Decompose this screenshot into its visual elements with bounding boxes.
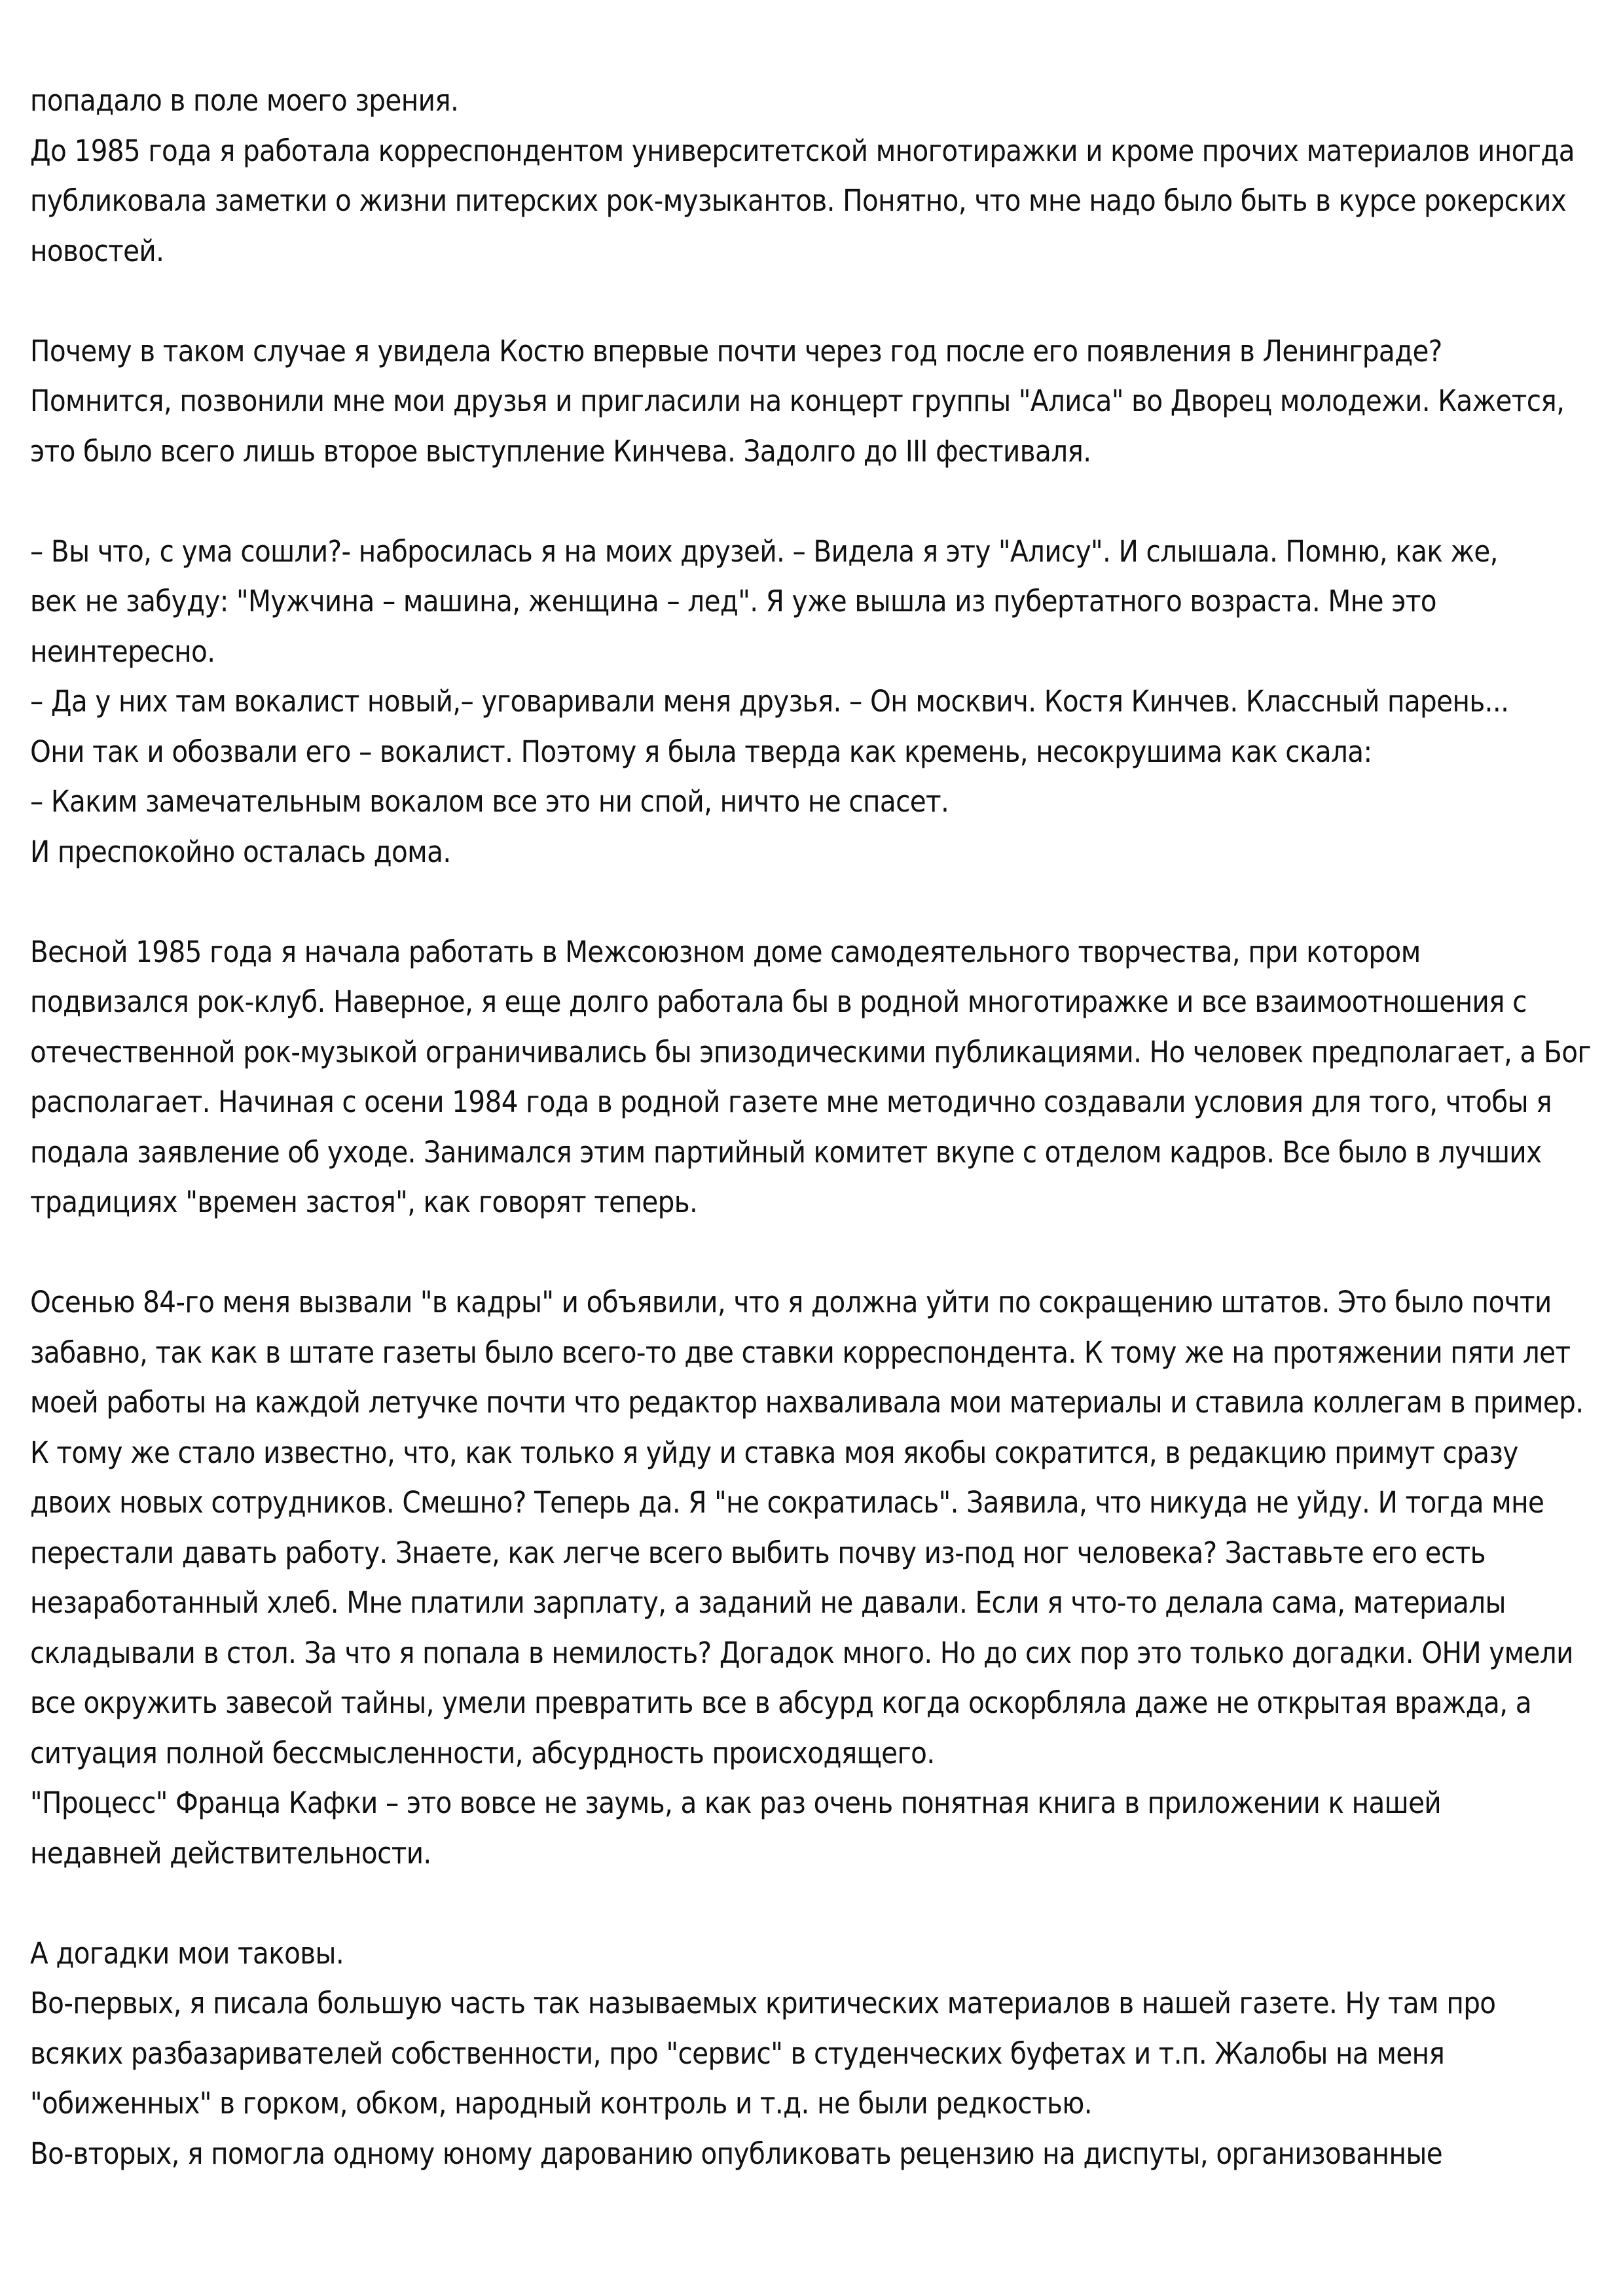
paragraph-gap	[30, 877, 1595, 927]
text-line: всяких разбазаривателей собственности, про "сервис" в студенческих буфетах и т.п. Жалобы на меня	[30, 2036, 1445, 2071]
paragraph-gap	[30, 1228, 1595, 1278]
text-line: – Вы что, с ума сошли?- набросилась я на моих друзей. – Видела я эту "Алису". И слышала. Помню, как же,	[30, 533, 1498, 569]
text-line: До 1985 года я работала корреспондентом университетской многотиражки и кроме прочих материалов иногда	[30, 133, 1575, 168]
text-line: все окружить завесой тайны, умели превратить все в абсурд когда оскорбляла даже не открытая вражда, а	[30, 1685, 1531, 1720]
text-line: Весной 1985 года я начала работать в Межсоюзном доме самодеятельного творчества, при котором	[30, 934, 1421, 969]
text-line: забавно, так как в штате газеты было всего-то две ставки корреспондента. К тому же на протяжении пяти лет	[30, 1335, 1571, 1370]
paragraph-gap	[30, 476, 1595, 527]
text-line: Они так и обозвали его – вокалист. Поэтому я была тверда как кремень, несокрушима как скала:	[30, 734, 1372, 769]
paragraph-gap	[30, 1878, 1595, 1929]
text-line: Во-вторых, я помогла одному юному дарованию опубликовать рецензию на диспуты, организованные	[30, 2136, 1443, 2171]
text-line: – Каким замечательным вокалом все это ни спой, ничто не спасет.	[30, 784, 949, 819]
text-line: подвизался рок-клуб. Наверное, я еще долго работала бы в родной многотиражке и все взаимоотношения с	[30, 984, 1527, 1019]
paragraph-gap	[30, 276, 1595, 327]
text-line: – Да у них там вокалист новый,– уговаривали меня друзья. – Он москвич. Костя Кинчев. Классный парень...	[30, 684, 1509, 719]
text-line: И преспокойно осталась дома.	[30, 834, 451, 869]
text-line: А догадки мои таковы.	[30, 1935, 344, 1971]
text-line: перестали давать работу. Знаете, как легче всего выбить почву из-под ног человека? Заставьте его есть	[30, 1535, 1486, 1570]
text-line: ситуация полной бессмысленности, абсурдность происходящего.	[30, 1735, 935, 1770]
text-line: двоих новых сотрудников. Смешно? Теперь да. Я "не сократилась". Заявила, что никуда не уйду. И тогда мне	[30, 1485, 1544, 1520]
text-line: отечественной рок-музыкой ограничивались бы эпизодическими публикациями. Но человек предполагает, а Бог	[30, 1034, 1592, 1069]
text-line: незаработанный хлеб. Мне платили зарплату, а заданий не давали. Если я что-то делала сама, материалы	[30, 1585, 1506, 1620]
text-line: К тому же стало известно, что, как только я уйду и ставка моя якобы сократится, в редакцию примут сразу	[30, 1435, 1518, 1470]
text-line: недавней действительности.	[30, 1835, 431, 1871]
text-line: публиковала заметки о жизни питерских рок-музыкантов. Понятно, что мне надо было быть в курсе рокерских	[30, 183, 1567, 218]
text-line: располагает. Начиная с осени 1984 года в родной газете мне методично создавали условия для того, чтобы я	[30, 1085, 1552, 1119]
text-line: "обиженных" в горком, обком, народный контроль и т.д. не были редкостью.	[30, 2086, 1092, 2121]
document-page	[30, 76, 1595, 2179]
text-line: попадало в поле моего зрения.	[30, 83, 459, 118]
text-line: Почему в таком случае я увидела Костю впервые почти через год после его появления в Ленинграде?	[30, 333, 1442, 368]
text-line: это было всего лишь второе выступление Кинчева. Задолго до III фестиваля.	[30, 433, 1091, 469]
text-line: моей работы на каждой летучке почти что редактор нахваливала мои материалы и ставила коллегам в пример.	[30, 1385, 1584, 1420]
text-line: традициях "времен застоя", как говорят теперь.	[30, 1185, 698, 1219]
text-line: подала заявление об уходе. Занимался этим партийный комитет вкупе с отделом кадров. Все было в лучших	[30, 1134, 1542, 1170]
text-line: складывали в стол. За что я попала в немилость? Догадок много. Но до сих пор это только догадки. ОНИ умели	[30, 1635, 1573, 1670]
text-line: новостей.	[30, 233, 164, 268]
text-line: неинтересно.	[30, 634, 215, 669]
text-line: Осенью 84-го меня вызвали "в кадры" и объявили, что я должна уйти по сокращению штатов. Это было почти	[30, 1285, 1552, 1319]
text-line: Помнится, позвонили мне мои друзья и пригласили на концерт группы "Алиса" во Дворец молодежи. Кажется,	[30, 384, 1565, 418]
text-line: "Процесс" Франца Кафки – это вовсе не заумь, а как раз очень понятная книга в приложении к нашей	[30, 1785, 1442, 1820]
text-line: Во-первых, я писала большую часть так называемых критических материалов в нашей газете. Ну там про	[30, 1986, 1496, 2020]
text-line: век не забуду: "Мужчина – машина, женщина – лед". Я уже вышла из пубертатного возраста. Мне это	[30, 584, 1436, 619]
